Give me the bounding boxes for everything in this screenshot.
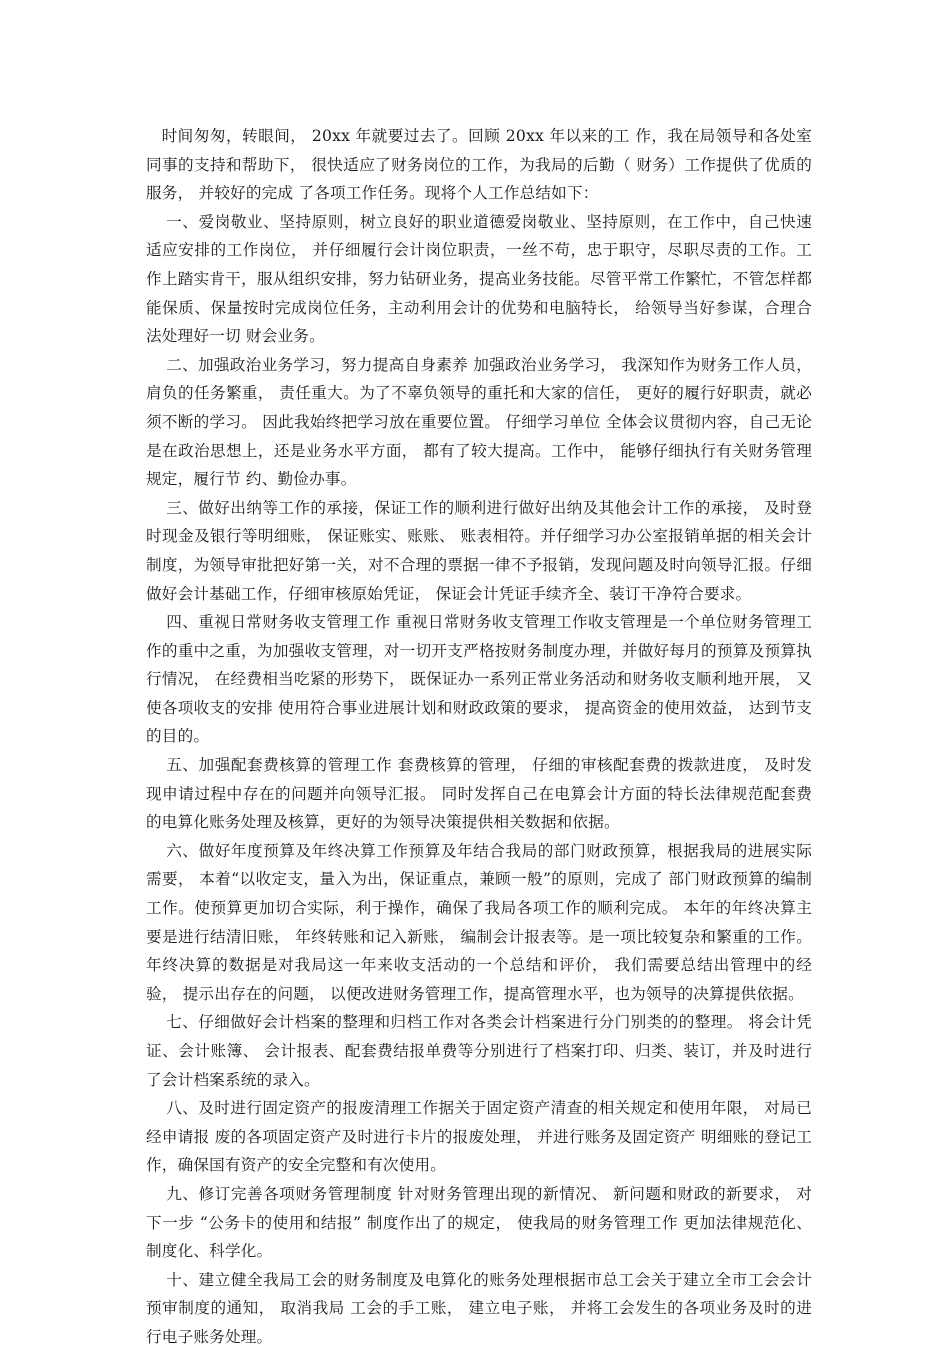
- document-body: [146, 122, 812, 1352]
- section-6-paragraph: 六、做好年度预算及年终决算工作预算及年结合我局的部门财政预算，根据我局的进展实际需要， 本着“以收定支，量入为出，保证重点，兼顾一般”的原则，完成了 部门财政预算的编制工作。使预算更加切合实际，利于操作，确保了我局各项工作的顺利完成。 本年的年终决算主要是进行结清旧账， 年终转账和记入新账， 编制会计报表等。是一项比较复杂和繁重的工作。 年终决算的数据是对我局这一年来收支活动的一个总结和评价， 我们需要总结出管理中的经验， 提示出存在的问题， 以便改进财务管理工作，提高管理水平，也为领导的决算提供依据。: [146, 841, 812, 1003]
- section-9-paragraph: 九、修订完善各项财务管理制度 针对财务管理出现的新情况、 新问题和财政的新要求， 对下一步 “公务卡的使用和结报” 制度作出了的规定， 使我局的财务管理工作 更加法律规范化、制度化、科学化。: [146, 1184, 812, 1261]
- section-8-paragraph: 八、及时进行固定资产的报废清理工作据关于固定资产清查的相关规定和使用年限， 对局已经申请报 废的各项固定资产及时进行卡片的报废处理， 并进行账务及固定资产 明细账的登记工作，确保国有资产的安全完整和有次使用。: [146, 1099, 812, 1175]
- section-3-paragraph: 三、做好出纳等工作的承接，保证工作的顺利进行做好出纳及其他会计工作的承接， 及时登时现金及银行等明细账， 保证账实、账账、 账表相符。并仔细学习办公室报销单据的相关会计制度，为领导审批把好第一关，对不合理的票据一律不予报销，发现问题及时向领导汇报。仔细做好会计基础工作，仔细审核原始凭证， 保证会计凭证手续齐全、装订干净符合要求。: [146, 498, 812, 603]
- section-4-paragraph: 四、重视日常财务收支管理工作 重视日常财务收支管理工作收支管理是一个单位财务管理工作的重中之重，为加强收支管理，对一切开支严格按财务制度办理，并做好每月的预算及预算执行情况， 在经费相当吃紧的形势下， 既保证办一系列正常业务活动和财务收支顺利地开展， 又使各项收支的安排 使用符合事业进展计划和财政政策的要求， 提高资金的使用效益， 达到节支的目的。: [146, 613, 812, 746]
- section-2-paragraph: 二、加强政治业务学习，努力提高自身素养 加强政治业务学习， 我深知作为财务工作人员， 肩负的任务繁重， 责任重大。为了不辜负领导的重托和大家的信任， 更好的履行好职责，就必须不断的学习。 因此我始终把学习放在重要位置。 仔细学习单位 全体会议贯彻内容，自己无论是在政治思想上，还是业务水平方面， 都有了较大提高。工作中， 能够仔细执行有关财务管理规定，履行节 约、勤俭办事。: [146, 355, 812, 489]
- section-10-paragraph: 十、建立健全我局工会的财务制度及电算化的账务处理根据市总工会关于建立全市工会会计预审制度的通知， 取消我局 工会的手工账， 建立电子账， 并将工会发生的各项业务及时的进行电子账务处理。: [146, 1270, 812, 1346]
- section-1-paragraph: 一、爱岗敬业、坚持原则，树立良好的职业道德爱岗敬业、坚持原则，在工作中，自己快速适应安排的工作岗位， 并仔细履行会计岗位职责，一丝不苟，忠于职守，尽职尽责的工作。工作上踏实肯干，服从组织安排，努力钻研业务，提高业务技能。尽管平常工作繁忙，不管怎样都能保质、保量按时完成岗位任务，主动利用会计的优势和电脑特长， 给领导当好参谋，合理合法处理好一切 财会业务。: [146, 212, 812, 346]
- intro-paragraph: 时间匆匆，转眼间， 20xx 年就要过去了。回顾 20xx 年以来的工 作，我在局领导和各处室同事的支持和帮助下， 很快适应了财务岗位的工作，为我局的后勤（ 财务）工作提供了优质的服务， 并较好的完成 了各项工作任务。现将个人工作总结如下：: [146, 127, 812, 203]
- section-5-paragraph: 五、加强配套费核算的管理工作 套费核算的管理， 仔细的审核配套费的拨款进度， 及时发现申请过程中存在的问题并向领导汇报。 同时发挥自己在电算会计方面的特长法律规范配套费的电算化账务处理及核算，更好的为领导决策提供相关数据和依据。: [146, 756, 812, 832]
- section-7-paragraph: 七、仔细做好会计档案的整理和归档工作对各类会计档案进行分门别类的的整理。 将会计凭证、会计账簿、 会计报表、配套费结报单费等分别进行了档案打印、归类、装订，并及时进行了会计档案系统的录入。: [146, 1013, 812, 1089]
